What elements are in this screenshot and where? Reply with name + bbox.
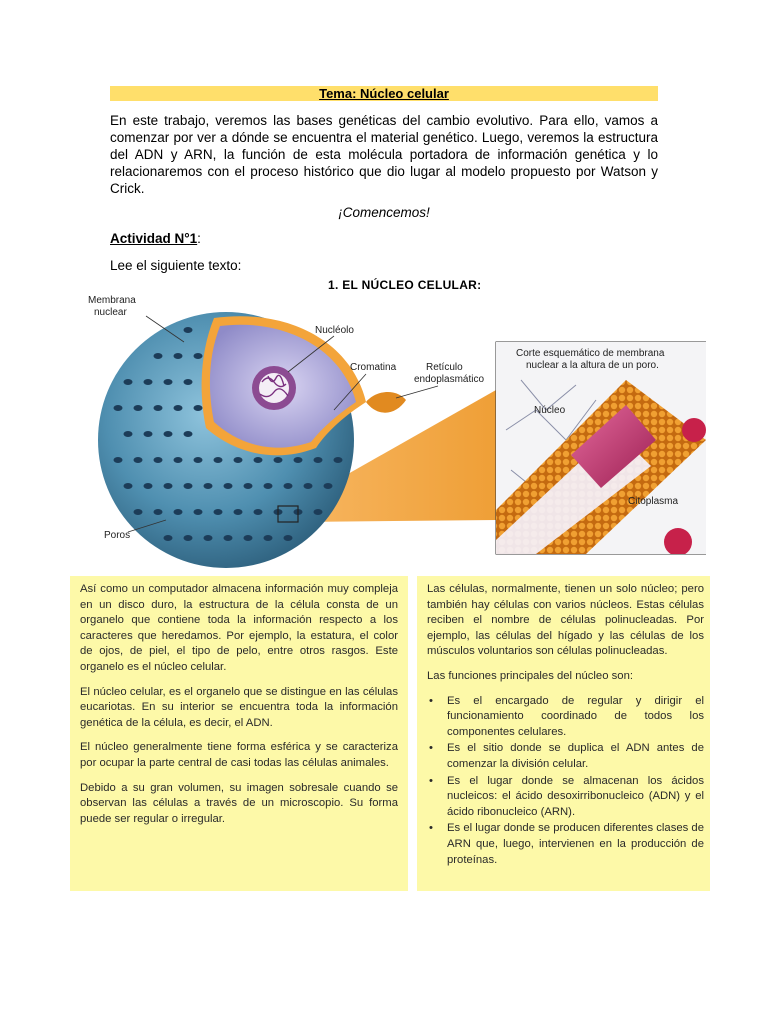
section-title: 1. EL NÚCLEO CELULAR: <box>328 278 482 292</box>
right-paragraph-1: Las células, normalmente, tienen un solo núcleo; pero también hay células con varios núcleos. Estas células reciben el nombre de células polinucleadas. Por ejemplo, las células del hígado y las células de los músculos voluntarios son células polinucleadas. <box>427 583 704 658</box>
label-poros: Poros <box>104 530 131 541</box>
surface-pore <box>304 483 313 489</box>
left-paragraph-1: Así como un computador almacena información muy compleja en un disco duro, la estructura de la célula consta de un organelo que contiene toda la información respecto a los caracteres que heredamos. Por ejemplo, la estatura, el color de ojos, de piel, el tipo de pelo, entre otros rasgos. Este organelo es el núcleo celular. <box>80 583 398 673</box>
surface-pore <box>224 483 233 489</box>
surface-pore <box>114 457 123 463</box>
surface-pore <box>164 535 173 541</box>
nucleus-sphere <box>98 312 406 568</box>
surface-pore <box>164 431 173 437</box>
label-corte-2: nuclear a la altura de un poro. <box>526 360 659 371</box>
surface-pore <box>254 457 263 463</box>
surface-pore <box>184 327 193 333</box>
surface-pore <box>214 457 223 463</box>
surface-pore <box>234 509 243 515</box>
left-paragraph-2: El núcleo celular, es el organelo que se distingue en las células eucariotas. En su interior se encuentra toda la información genética de la célula, es decir, el ADN. <box>80 685 398 729</box>
start-text: ¡Comencemos! <box>338 205 430 220</box>
surface-pore <box>134 509 143 515</box>
surface-pore <box>224 535 233 541</box>
surface-pore <box>254 509 263 515</box>
surface-pore <box>174 353 183 359</box>
label-reticulo-2: endoplasmático <box>414 374 485 385</box>
label-nucleolo: Nucléolo <box>315 325 354 336</box>
right-paragraph-2: Las funciones principales del núcleo son: <box>427 669 633 682</box>
surface-pore <box>134 405 143 411</box>
surface-pore <box>284 535 293 541</box>
surface-pore <box>334 457 343 463</box>
surface-pore <box>324 483 333 489</box>
functions-list <box>427 694 704 869</box>
activity-label: Actividad N°1 <box>110 231 198 246</box>
right-text-box <box>417 576 710 891</box>
instruction-text: Lee el siguiente texto: <box>110 258 242 273</box>
surface-pore <box>134 457 143 463</box>
surface-pore <box>264 535 273 541</box>
label-membrana-1: Membrana <box>88 295 136 306</box>
surface-pore <box>184 483 193 489</box>
surface-pore <box>214 509 223 515</box>
surface-pore <box>274 457 283 463</box>
label-cromatina: Cromatina <box>350 362 397 373</box>
label-nucleo: Núcleo <box>534 405 566 416</box>
surface-pore <box>154 509 163 515</box>
label-corte-1: Corte esquemático de membrana <box>516 348 665 359</box>
surface-pore <box>284 483 293 489</box>
surface-pore <box>124 483 133 489</box>
surface-pore <box>194 457 203 463</box>
surface-pore <box>174 457 183 463</box>
surface-pore <box>144 379 153 385</box>
left-text-box <box>70 576 408 891</box>
surface-pore <box>154 353 163 359</box>
surface-pore <box>164 483 173 489</box>
left-paragraph-3: El núcleo generalmente tiene forma esférica y se caracteriza por ocupar la parte central de casi todas las células animales. <box>80 741 398 769</box>
surface-pore <box>294 457 303 463</box>
surface-pore <box>154 457 163 463</box>
surface-pore <box>144 431 153 437</box>
surface-pore <box>194 353 203 359</box>
list-item: • Es el lugar donde se producen diferentes clases de ARN que, luego, intervienen en la producción de proteínas. <box>427 821 704 868</box>
surface-pore <box>124 379 133 385</box>
label-reticulo-1: Retículo <box>426 362 463 373</box>
surface-pore <box>264 483 273 489</box>
surface-pore <box>164 379 173 385</box>
activity-heading <box>110 231 201 246</box>
page-title: Tema: Núcleo celular <box>110 86 658 101</box>
left-paragraph-4: Debido a su gran volumen, su imagen sobresale cuando se observan las células a través de un microscopio. Su forma puede ser regular o irregular. <box>80 781 398 825</box>
surface-pore <box>124 431 133 437</box>
surface-pore <box>234 457 243 463</box>
label-membrana-2: nuclear <box>94 307 127 318</box>
surface-pore <box>204 483 213 489</box>
surface-pore <box>174 509 183 515</box>
surface-pore <box>204 535 213 541</box>
surface-pore <box>154 405 163 411</box>
list-item: • Es el sitio donde se duplica el ADN antes de comenzar la división celular. <box>427 741 704 772</box>
list-item: • Es el lugar donde se almacenan los ácidos nucleicos: el ácido desoxirribonucleico (ADN) y el ácido ribonucleico (ARN). <box>427 774 704 821</box>
list-item: • Es el encargado de regular y dirigir el funcionamiento coordinado de todos los componentes celulares. <box>427 694 704 741</box>
pore-cross-section <box>496 342 706 556</box>
intro-paragraph: En este trabajo, veremos las bases genéticas del cambio evolutivo. Para ello, vamos a comenzar por ver a dónde se encuentra el material genético. Luego, veremos la estructura del ADN y ARN, la función de esta molécula portadora de información genética y lo relacionaremos con el proceso histórico que dio lugar al modelo propuesto por Watson y Crick. <box>110 113 658 196</box>
activity-suffix: : <box>197 231 201 246</box>
surface-pore <box>244 535 253 541</box>
surface-pore <box>144 483 153 489</box>
surface-pore <box>114 405 123 411</box>
surface-pore <box>194 509 203 515</box>
label-citoplasma: Citoplasma <box>628 496 679 507</box>
surface-pore <box>244 483 253 489</box>
surface-pore <box>314 457 323 463</box>
surface-pore <box>184 431 193 437</box>
nucleus-illustration <box>66 290 706 572</box>
surface-pore <box>194 405 203 411</box>
surface-pore <box>184 379 193 385</box>
surface-pore <box>184 535 193 541</box>
surface-pore <box>314 509 323 515</box>
surface-pore <box>174 405 183 411</box>
